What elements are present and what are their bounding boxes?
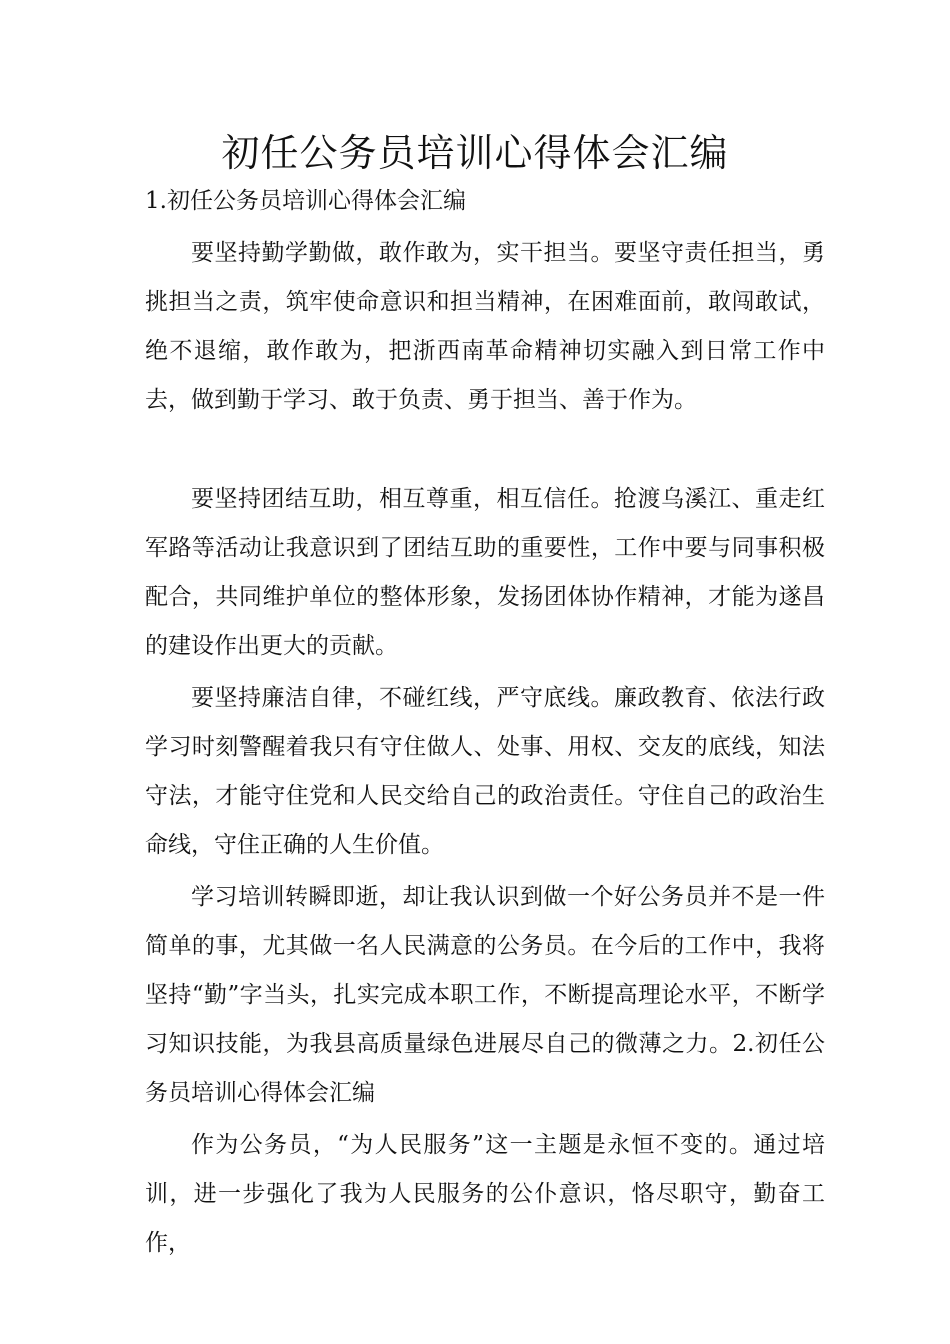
paragraph: 学习培训转瞬即逝，却让我认识到做一个好公务员并不是一件简单的事，尤其做一名人民满意的公务员。在今后的工作中，我将坚持“勤”字当头，扎实完成本职工作，不断提高理论水平，不断学习知识技能，为我县高质量绿色进展尽自己的微薄之力。2.初任公务员培训心得体会汇编 [145,884,825,1106]
paragraph: 要坚持团结互助，相互尊重，相互信任。抢渡乌溪江、重走红军路等活动让我意识到了团结互助的重要性，工作中要与同事积极配合，共同维护单位的整体形象，发扬团体协作精神，才能为遂昌的建设作出更大的贡献。 [145,486,825,659]
paragraph: 要坚持勤学勤做，敢作敢为，实干担当。要坚守责任担当，勇挑担当之责，筑牢使命意识和担当精神，在困难面前，敢闯敢试，绝不退缩，敢作敢为，把浙西南革命精神切实融入到日常工作中去，做到勤于学习、敢于负责、勇于担当、善于作为。 [145,240,825,413]
paragraph: 作为公务员，“为人民服务”这一主题是永恒不变的。通过培训，进一步强化了我为人民服务的公仆意识，恪尽职守，勤奋工作， [145,1132,825,1256]
paragraph: 要坚持廉洁自律，不碰红线，严守底线。廉政教育、依法行政学习时刻警醒着我只有守住做人、处事、用权、交友的底线，知法守法，才能守住党和人民交给自己的政治责任。守住自己的政治生命线，守住正确的人生价值。 [145,685,825,858]
document-title: 初任公务员培训心得体会汇编 [221,131,729,175]
section-heading: 1.初任公务员培训心得体会汇编 [145,188,466,214]
